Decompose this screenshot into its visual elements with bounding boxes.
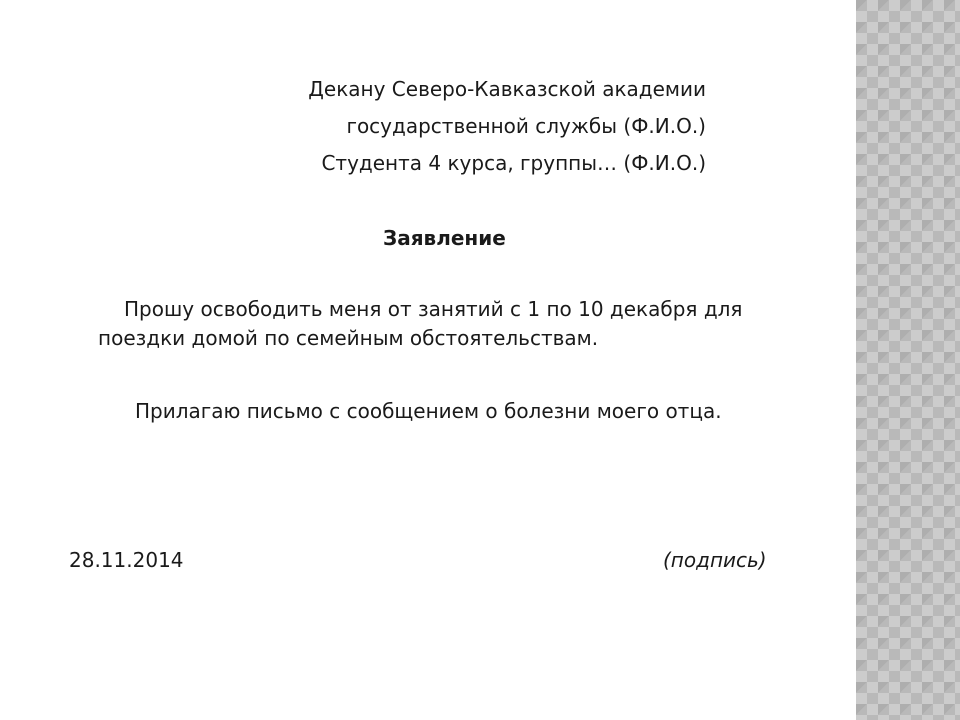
attachment-paragraph: Прилагаю письмо с сообщением о болезни моего отца.	[135, 399, 722, 423]
addressee-line-service: государственной службы (Ф.И.О.)	[346, 114, 706, 138]
document-title: Заявление	[383, 226, 506, 250]
signature-label: (подпись)	[663, 548, 767, 572]
addressee-line-dean: Декану Северо-Кавказской академии	[308, 77, 706, 101]
addressee-line-student: Студента 4 курса, группы… (Ф.И.О.)	[321, 151, 706, 175]
document-date: 28.11.2014	[69, 548, 184, 572]
decorative-side-panel	[856, 0, 960, 720]
request-paragraph: Прошу освободить меня от занятий с 1 по 10 декабря для поездки домой по семейным обстоятельствам.	[98, 297, 743, 350]
